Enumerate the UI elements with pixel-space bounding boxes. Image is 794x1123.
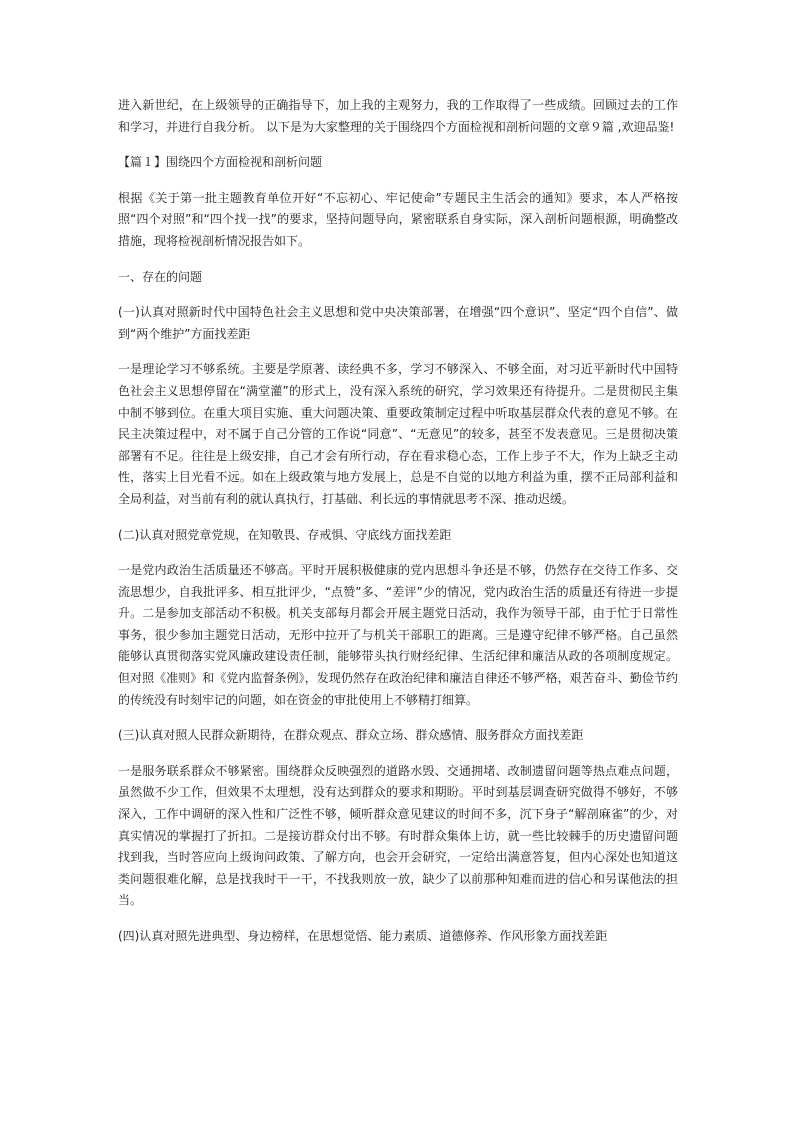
subsection-1-title: (一)认真对照新时代中国特色社会主义思想和党中央决策部署，在增强“四个意识”、坚定“四个自信”、做到“两个维护”方面找差距 [118, 305, 678, 341]
subsection-1-body: 一是理论学习不够系统。主要是学原著、读经典不多，学习不够深入、不够全面，对习近平新时代中国特色社会主义思想停留在“满堂灌”的形式上，没有深入系统的研究，学习效果还有待提升。二是贯彻民主集中制不够到位。在重大项目实施、重大问题决策、重要政策制定过程中听取基层群众代表的意见不够。在民主决策过程中，对不属于自己分管的工作说“同意”、“无意见”的较多，甚至不发表意见。三是贯彻决策部署有不足。往往是上级安排，自己才会有所行动，存在看求稳心态，工作上步子不大，作为上缺乏主动性，落实上目光看不远。如在上级政策与地方发展上，总是不自觉的以地方利益为重，摆不正局部利益和全局利益，对当前有利的就认真执行，打基础、利长远的事情就思考不深、推动迟缓。 [118, 362, 678, 506]
subsection-2-body: 一是党内政治生活质量还不够高。平时开展积极健康的党内思想斗争还是不够，仍然存在交待工作多、交流思想少，自我批评多、相互批评少，“点赞”多、“差评”少的情况，党内政治生活的质量还有待进一步提升。二是参加支部活动不积极。机关支部每月都会开展主题党日活动，我作为领导干部，由于忙于日常性事务，很少参加主题党日活动，无形中拉开了与机关干部职工的距离。三是遵守纪律不够严格。自己虽然能够认真贯彻落实党风廉政建设责任制，能够带头执行财经纪律、生活纪律和廉洁从政的各项制度规定。但对照《准则》和《党内监督条例》，发现仍然存在政治纪律和廉洁自律还不够严格，艰苦奋斗、勤俭节约的传统没有时刻牢记的问题，如在资金的审批使用上不够精打细算。 [118, 563, 678, 707]
document-page [118, 95, 678, 948]
article-title: 【篇１】围绕四个方面检视和剖析问题 [118, 155, 323, 170]
subsection-2-title: (二)认真对照党章党规，在知敬畏、存戒惧、守底线方面找差距 [118, 527, 452, 542]
subsection-4-title: (四)认真对照先进典型、身边榜样，在思想觉悟、能力素质、道德修养、作风形象方面找差距 [118, 929, 608, 943]
lead-paragraph: 根据《关于第一批主题教育单位开好“不忘初心、牢记使命”专题民主生活会的通知》要求，本人严格按照“四个对照”和“四个找一找”的要求，坚持问题导向，紧密联系自身实际，深入剖析问题根源，明确整改措施，现将检视剖析情况报告如下。 [118, 190, 678, 248]
subsection-3-title: (三)认真对照人民群众新期待，在群众观点、群众立场、群众感情、服务群众方面找差距 [118, 728, 584, 743]
subsection-3-body: 一是服务联系群众不够紧密。围绕群众反映强烈的道路水毁、交通拥堵、改制遗留问题等热点难点问题，虽然做不少工作，但效果不太理想，没有达到群众的要求和期盼。平时到基层调查研究做得不够好，不够深入，工作中调研的深入性和广泛性不够，倾听群众意见建议的时间不多，沉下身子“解剖麻雀”的少，对真实情况的掌握打了折扣。二是接访群众付出不够。有时群众集体上访，就一些比较棘手的历史遗留问题找到我，当时答应向上级询问政策、了解方向，也会开会研究，一定给出满意答复，但内心深处也知道这类问题很难化解，总是找我时干一干，不找我则放一放，缺少了以前那种知难而进的信心和另谋他法的担当。 [118, 763, 678, 908]
intro-paragraph: 进入新世纪，在上级领导的正确指导下，加上我的主观努力，我的工作取得了一些成绩。回顾过去的工作和学习，并进行自我分析。 以下是为大家整理的关于围绕四个方面检视和剖析问题的文章９篇 ,欢迎品鉴! [118, 98, 678, 134]
section-heading-problems: 一、存在的问题 [118, 269, 203, 284]
